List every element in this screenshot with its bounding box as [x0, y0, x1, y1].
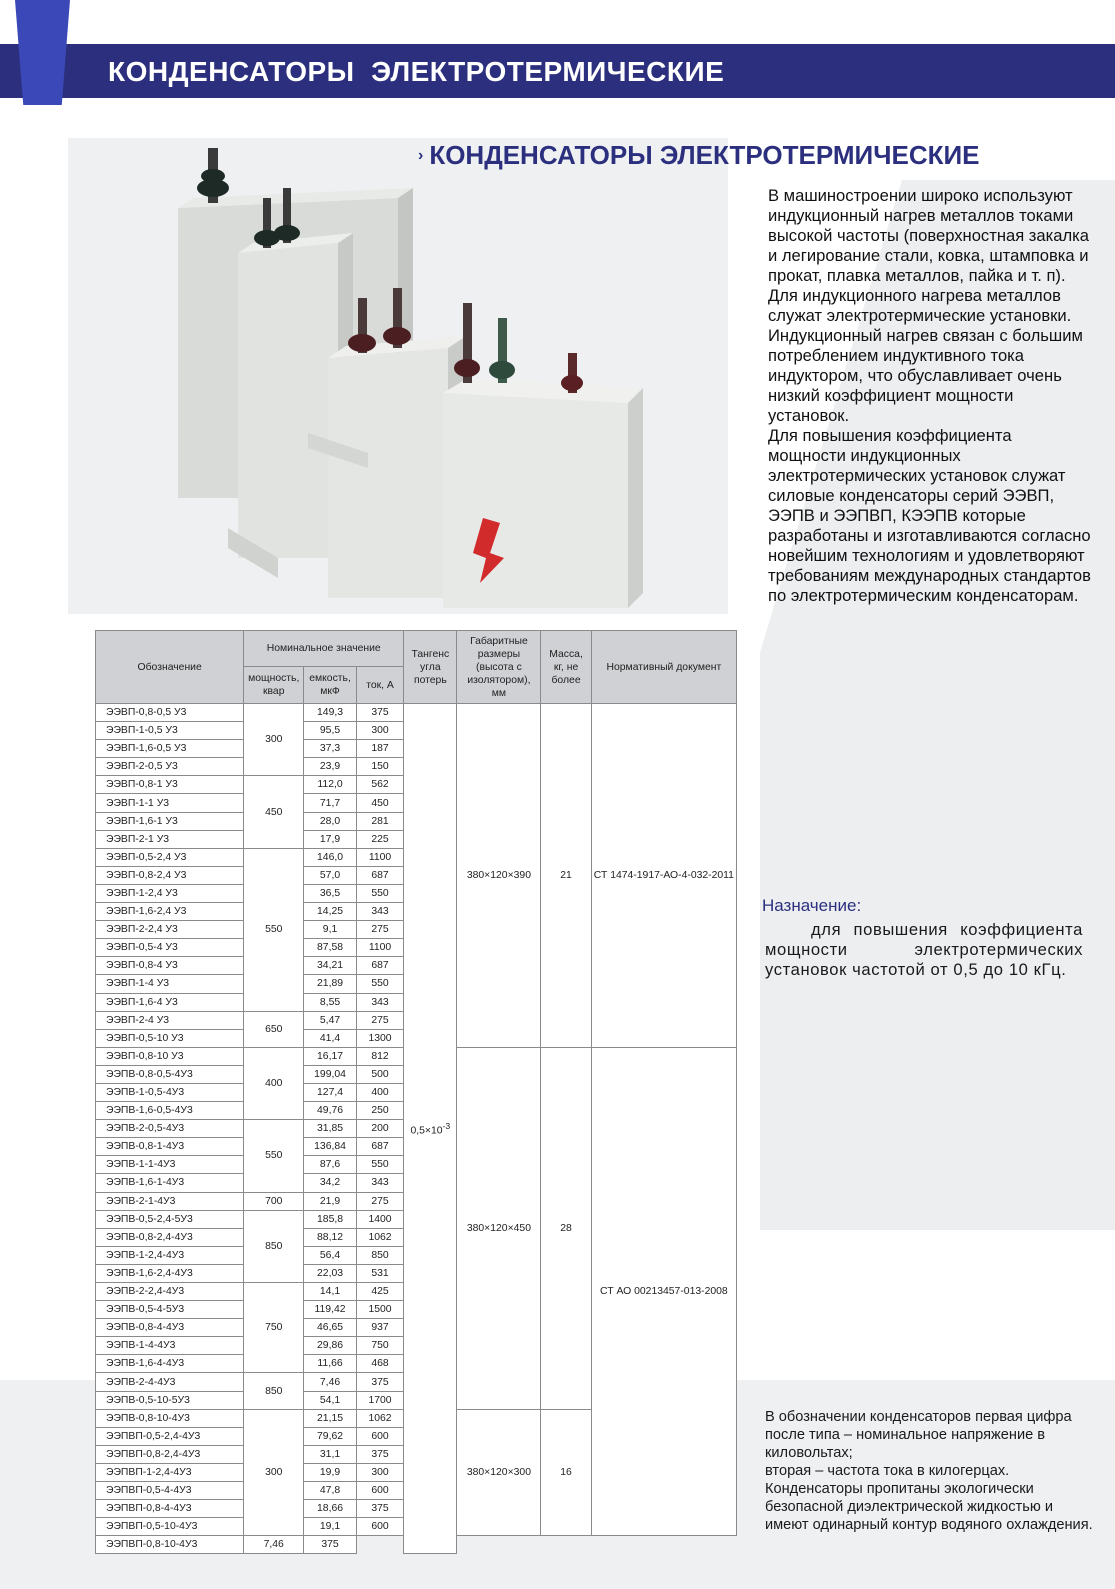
current-cell: 500: [356, 1065, 403, 1083]
capacity-cell: 79,62: [304, 1427, 357, 1445]
capacitor-4: [443, 303, 643, 608]
current-cell: 531: [356, 1264, 403, 1282]
normative-cell: СТ 1474-1917-АО-4-032-2011: [591, 704, 736, 1048]
current-cell: 375: [356, 1500, 403, 1518]
designation-cell: ЭЭВП-1,6-4 У3: [96, 993, 244, 1011]
designation-cell: ЭЭВП-1-0,5 У3: [96, 722, 244, 740]
capacity-cell: 14,25: [304, 903, 357, 921]
designation-cell: ЭЭВП-0,8-4 У3: [96, 957, 244, 975]
capacity-cell: 8,55: [304, 993, 357, 1011]
designation-cell: ЭЭПВ-0,5-10-5У3: [96, 1391, 244, 1409]
current-cell: 275: [356, 921, 403, 939]
current-cell: 1100: [356, 848, 403, 866]
designation-cell: ЭЭВП-1-1 У3: [96, 794, 244, 812]
designation-cell: ЭЭВП-0,8-10 У3: [96, 1047, 244, 1065]
page-title: КОНДЕНСАТОРЫ ЭЛЕКТРОТЕРМИЧЕСКИЕ: [108, 56, 725, 87]
current-cell: 550: [356, 1156, 403, 1174]
capacity-cell: 57,0: [304, 866, 357, 884]
designation-cell: ЭЭПВ-0,8-1-4У3: [96, 1138, 244, 1156]
capacity-cell: 136,84: [304, 1138, 357, 1156]
capacity-cell: 17,9: [304, 830, 357, 848]
current-cell: 550: [356, 975, 403, 993]
intro-text: [768, 186, 1093, 606]
designation-cell: ЭЭПВ-0,8-4-4У3: [96, 1319, 244, 1337]
designation-cell: ЭЭПВП-1-2,4-4У3: [96, 1463, 244, 1481]
current-cell: 687: [356, 1138, 403, 1156]
designation-cell: ЭЭВП-1,6-2,4 У3: [96, 903, 244, 921]
capacity-cell: 21,15: [304, 1409, 357, 1427]
capacity-cell: 87,58: [304, 939, 357, 957]
capacity-cell: 54,1: [304, 1391, 357, 1409]
current-cell: 375: [304, 1536, 357, 1554]
capacity-cell: 29,86: [304, 1337, 357, 1355]
capacity-cell: 149,3: [304, 704, 357, 722]
designation-cell: ЭЭПВ-1-4-4У3: [96, 1337, 244, 1355]
designation-cell: ЭЭПВ-1,6-0,5-4У3: [96, 1102, 244, 1120]
intro-paragraph: Для повышения коэффициента мощности индукционных электротермических установок служат силовые конденсаторы серий ЭЭВП, ЭЭПВ и ЭЭПВП, КЭЭПВ которые разработаны и изготавливаются согласно новейшим технологиям и удовлетворяют требованиям международных стандартов по электротермическим конденсаторам.: [768, 426, 1091, 605]
power-cell: 550: [244, 848, 304, 1011]
current-cell: 562: [356, 776, 403, 794]
designation-cell: ЭЭВП-1-2,4 У3: [96, 884, 244, 902]
capacity-cell: 95,5: [304, 722, 357, 740]
purpose-text: для повышения коэффициента мощности электротермических установок частотой от 0,5 до 10 кГц.: [765, 920, 1083, 979]
header-normative: Нормативный документ: [591, 631, 736, 704]
mass-cell: 21: [541, 704, 591, 1048]
power-cell: 450: [244, 776, 304, 848]
power-cell: 750: [244, 1283, 304, 1373]
designation-cell: ЭЭВП-0,5-10 У3: [96, 1029, 244, 1047]
power-cell: 700: [244, 1192, 304, 1210]
capacity-cell: 146,0: [304, 848, 357, 866]
note-line: вторая – частота тока в килогерцах.: [765, 1463, 1010, 1479]
normative-cell: СТ АО 00213457-013-2008: [591, 1047, 736, 1536]
note-line: Конденсаторы пропитаны экологически безопасной диэлектрической жидкостью и имеют одинарный контур водяного охлаждения.: [765, 1481, 1093, 1533]
power-cell: 400: [244, 1047, 304, 1119]
designation-cell: ЭЭВП-2-4 У3: [96, 1011, 244, 1029]
capacity-cell: 11,66: [304, 1355, 357, 1373]
designation-cell: ЭЭВП-0,8-0,5 У3: [96, 704, 244, 722]
current-cell: 812: [356, 1047, 403, 1065]
capacity-cell: 87,6: [304, 1156, 357, 1174]
capacity-cell: 47,8: [304, 1482, 357, 1500]
mass-cell: 28: [541, 1047, 591, 1409]
current-cell: 1062: [356, 1228, 403, 1246]
current-cell: 275: [356, 1192, 403, 1210]
capacity-cell: 46,65: [304, 1319, 357, 1337]
dimensions-cell: 380×120×450: [457, 1047, 541, 1409]
current-cell: 200: [356, 1120, 403, 1138]
purpose-heading: Назначение:: [762, 896, 862, 915]
header-dimensions: Габаритные размеры (высота с изолятором), мм: [457, 631, 541, 704]
spec-table: [95, 630, 737, 1554]
current-cell: 187: [356, 740, 403, 758]
current-cell: 550: [356, 884, 403, 902]
current-cell: 343: [356, 903, 403, 921]
current-cell: 1700: [356, 1391, 403, 1409]
current-cell: 375: [356, 1445, 403, 1463]
designation-cell: ЭЭВП-0,8-2,4 У3: [96, 866, 244, 884]
current-cell: 275: [356, 1011, 403, 1029]
capacity-cell: 31,85: [304, 1120, 357, 1138]
designation-cell: ЭЭПВ-1-0,5-4У3: [96, 1083, 244, 1101]
designation-cell: ЭЭПВП-0,8-4-4У3: [96, 1500, 244, 1518]
capacity-cell: 112,0: [304, 776, 357, 794]
mass-cell: 16: [541, 1409, 591, 1536]
capacity-cell: 36,5: [304, 884, 357, 902]
designation-cell: ЭЭПВ-0,8-10-4У3: [96, 1409, 244, 1427]
designation-cell: ЭЭВП-2-0,5 У3: [96, 758, 244, 776]
note-line: В обозначении конденсаторов первая цифра после типа – номинальное напряжение в киловольтах;: [765, 1409, 1072, 1461]
current-cell: 450: [356, 794, 403, 812]
designation-cell: ЭЭВП-1,6-0,5 У3: [96, 740, 244, 758]
current-cell: 600: [356, 1427, 403, 1445]
designation-cell: ЭЭПВ-2-1-4У3: [96, 1192, 244, 1210]
current-cell: 400: [356, 1083, 403, 1101]
designation-cell: ЭЭПВП-0,5-4-4У3: [96, 1482, 244, 1500]
capacity-cell: 9,1: [304, 921, 357, 939]
designation-cell: ЭЭВП-0,5-2,4 У3: [96, 848, 244, 866]
current-cell: 150: [356, 758, 403, 776]
designation-cell: ЭЭПВ-1,6-1-4У3: [96, 1174, 244, 1192]
tangent-value: 0,5×10: [410, 1125, 443, 1137]
capacitors-photo: [68, 138, 728, 614]
capacity-cell: 56,4: [304, 1246, 357, 1264]
capacity-cell: 23,9: [304, 758, 357, 776]
capacity-cell: 34,21: [304, 957, 357, 975]
current-cell: 687: [356, 957, 403, 975]
power-cell: 650: [244, 1011, 304, 1047]
capacity-cell: 127,4: [304, 1083, 357, 1101]
current-cell: 687: [356, 866, 403, 884]
capacity-cell: 7,46: [244, 1536, 304, 1554]
current-cell: 300: [356, 1463, 403, 1481]
designation-cell: ЭЭПВ-1-2,4-4У3: [96, 1246, 244, 1264]
designation-cell: ЭЭПВ-2-0,5-4У3: [96, 1120, 244, 1138]
current-cell: 225: [356, 830, 403, 848]
current-cell: 375: [356, 1373, 403, 1391]
capacity-cell: 71,7: [304, 794, 357, 812]
designation-cell: ЭЭВП-1,6-1 У3: [96, 812, 244, 830]
current-cell: 1100: [356, 939, 403, 957]
power-cell: 850: [244, 1210, 304, 1282]
capacity-cell: 7,46: [304, 1373, 357, 1391]
capacity-cell: 21,89: [304, 975, 357, 993]
capacity-cell: 31,1: [304, 1445, 357, 1463]
designation-cell: ЭЭПВ-0,8-0,5-4У3: [96, 1065, 244, 1083]
dimensions-cell: 380×120×390: [457, 704, 541, 1048]
capacitors-illustration: [68, 138, 728, 614]
capacity-cell: 37,3: [304, 740, 357, 758]
capacity-cell: 34,2: [304, 1174, 357, 1192]
capacity-cell: 5,47: [304, 1011, 357, 1029]
header-nominal: Номинальное значение: [244, 631, 404, 667]
designation-cell: ЭЭВП-2-1 У3: [96, 830, 244, 848]
current-cell: 1062: [356, 1409, 403, 1427]
capacity-cell: 119,42: [304, 1301, 357, 1319]
power-cell: 300: [244, 704, 304, 776]
tangent-cell: [404, 704, 457, 1554]
current-cell: 600: [356, 1518, 403, 1536]
designation-cell: ЭЭПВ-2-2,4-4У3: [96, 1283, 244, 1301]
capacity-cell: 22,03: [304, 1264, 357, 1282]
section-title-text: КОНДЕНСАТОРЫ ЭЛЕКТРОТЕРМИЧЕСКИЕ: [429, 140, 980, 170]
power-cell: 300: [244, 1409, 304, 1536]
capacity-cell: 199,04: [304, 1065, 357, 1083]
designation-cell: ЭЭПВ-1,6-2,4-4У3: [96, 1264, 244, 1282]
designation-cell: ЭЭПВ-0,5-4-5У3: [96, 1301, 244, 1319]
designation-cell: ЭЭПВ-1,6-4-4У3: [96, 1355, 244, 1373]
section-title: [418, 140, 980, 171]
power-cell: 850: [244, 1373, 304, 1409]
header-capacity: емкость, мкФ: [304, 667, 357, 704]
designation-cell: ЭЭПВП-0,8-10-4У3: [96, 1536, 244, 1554]
header-tangent: Тангенс угла потерь: [404, 631, 457, 704]
logo-stripe: [15, 0, 70, 105]
current-cell: 1500: [356, 1301, 403, 1319]
spec-table-body: [96, 704, 737, 1554]
dimensions-cell: 380×120×300: [457, 1409, 541, 1536]
power-cell: 550: [244, 1120, 304, 1192]
header-current: ток, А: [356, 667, 403, 704]
designation-cell: ЭЭПВ-0,5-2,4-5У3: [96, 1210, 244, 1228]
designation-cell: ЭЭПВП-0,5-2,4-4У3: [96, 1427, 244, 1445]
current-cell: 600: [356, 1482, 403, 1500]
header-mass: Масса, кг, не более: [541, 631, 591, 704]
capacity-cell: 16,17: [304, 1047, 357, 1065]
capacity-cell: 19,9: [304, 1463, 357, 1481]
designation-cell: ЭЭВП-2-2,4 У3: [96, 921, 244, 939]
current-cell: 1300: [356, 1029, 403, 1047]
designation-note: [765, 1408, 1095, 1534]
capacity-cell: 18,66: [304, 1500, 357, 1518]
designation-cell: ЭЭВП-0,5-4 У3: [96, 939, 244, 957]
current-cell: 850: [356, 1246, 403, 1264]
current-cell: 343: [356, 993, 403, 1011]
designation-cell: ЭЭПВ-0,8-2,4-4У3: [96, 1228, 244, 1246]
current-cell: 343: [356, 1174, 403, 1192]
current-cell: 375: [356, 704, 403, 722]
capacity-cell: 185,8: [304, 1210, 357, 1228]
capacity-cell: 41,4: [304, 1029, 357, 1047]
capacity-cell: 14,1: [304, 1283, 357, 1301]
capacity-cell: 49,76: [304, 1102, 357, 1120]
designation-cell: ЭЭПВП-0,5-10-4У3: [96, 1518, 244, 1536]
capacity-cell: 28,0: [304, 812, 357, 830]
current-cell: 281: [356, 812, 403, 830]
table-row: [96, 704, 737, 722]
designation-cell: ЭЭПВ-2-4-4У3: [96, 1373, 244, 1391]
current-cell: 1400: [356, 1210, 403, 1228]
header-designation: Обозначение: [96, 631, 244, 704]
intro-paragraph: В машиностроении широко используют индукционный нагрев металлов токами высокой частоты (поверхностная закалка и легирование стали, ковка, штамповка и прокат, плавка металлов, пайка и т. п).: [768, 186, 1090, 285]
designation-cell: ЭЭПВП-0,8-2,4-4У3: [96, 1445, 244, 1463]
intro-paragraph: Для индукционного нагрева металлов служат электротермические установки. Индукционный нагрев связан с большим потреблением индуктивного тока индуктором, что обуславливает очень низкий коэффициент мощности установок.: [768, 286, 1083, 425]
current-cell: 937: [356, 1319, 403, 1337]
designation-cell: ЭЭВП-0,8-1 У3: [96, 776, 244, 794]
current-cell: 468: [356, 1355, 403, 1373]
current-cell: 425: [356, 1283, 403, 1301]
designation-cell: ЭЭВП-1-4 У3: [96, 975, 244, 993]
current-cell: 300: [356, 722, 403, 740]
current-cell: 750: [356, 1337, 403, 1355]
capacity-cell: 21,9: [304, 1192, 357, 1210]
capacity-cell: 88,12: [304, 1228, 357, 1246]
section-marker-icon: ›: [418, 147, 424, 164]
tangent-exponent: -3: [442, 1120, 451, 1131]
capacity-cell: 19,1: [304, 1518, 357, 1536]
current-cell: 250: [356, 1102, 403, 1120]
header-power: мощность, квар: [244, 667, 304, 704]
designation-cell: ЭЭПВ-1-1-4У3: [96, 1156, 244, 1174]
